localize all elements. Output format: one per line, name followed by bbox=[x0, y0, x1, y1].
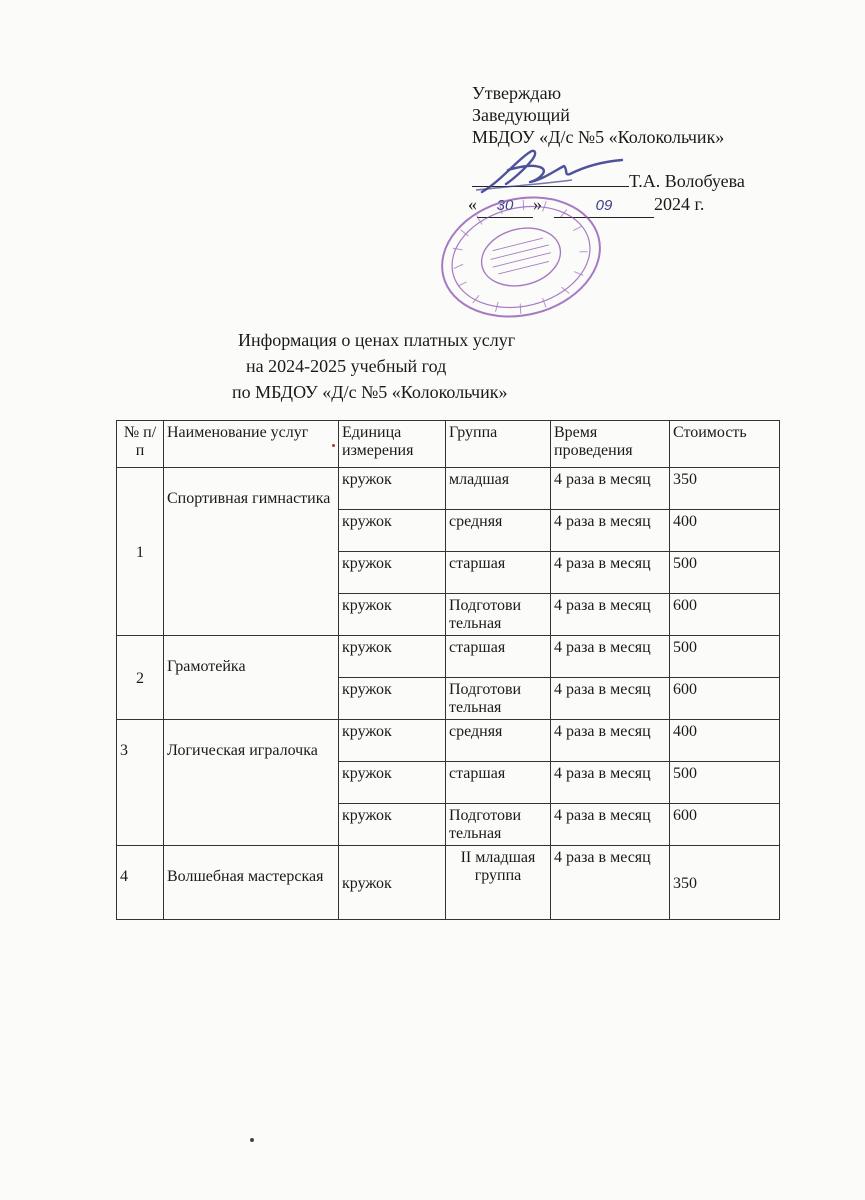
header-group: Группа bbox=[446, 421, 551, 468]
service-number: 2 bbox=[117, 636, 164, 720]
service-name: Логическая игралочка bbox=[164, 720, 339, 846]
cell-time: 4 раза в месяц bbox=[551, 594, 670, 636]
cell-group: Подготови тельная bbox=[446, 594, 551, 636]
cell-cost: 500 bbox=[670, 762, 780, 804]
service-number: 3 bbox=[117, 720, 164, 846]
title-line-1: Информация о ценах платных услуг bbox=[238, 330, 516, 350]
cell-time: 4 раза в месяц bbox=[551, 846, 670, 920]
handwritten-signature bbox=[472, 140, 642, 200]
cell-cost: 600 bbox=[670, 804, 780, 846]
service-number: 4 bbox=[117, 846, 164, 920]
cell-unit: кружок bbox=[339, 720, 446, 762]
cell-cost: 350 bbox=[670, 468, 780, 510]
cell-cost: 600 bbox=[670, 594, 780, 636]
cell-time: 4 раза в месяц bbox=[551, 678, 670, 720]
service-name: Грамотейка bbox=[164, 636, 339, 720]
cell-time: 4 раза в месяц bbox=[551, 720, 670, 762]
cell-group: младшая bbox=[446, 468, 551, 510]
cell-unit: кружок bbox=[339, 846, 446, 920]
cell-group: старшая bbox=[446, 552, 551, 594]
approval-heading: Утверждаю bbox=[472, 83, 562, 103]
cell-cost: 500 bbox=[670, 636, 780, 678]
table-row bbox=[117, 636, 780, 678]
date-month: 09 bbox=[554, 195, 654, 218]
cell-group: старшая bbox=[446, 636, 551, 678]
header-unit: Единица измерения bbox=[339, 421, 446, 468]
cell-group: Подготови тельная bbox=[446, 804, 551, 846]
service-name: Спортивная гимнастика bbox=[164, 468, 339, 636]
cell-time: 4 раза в месяц bbox=[551, 804, 670, 846]
date-day: 30 bbox=[477, 195, 533, 218]
cell-unit: кружок bbox=[339, 594, 446, 636]
cell-unit: кружок bbox=[339, 804, 446, 846]
approval-organization: МБДОУ «Д/с №5 «Колокольчик» bbox=[472, 127, 725, 147]
header-time: Время проведения bbox=[551, 421, 670, 468]
cell-time: 4 раза в месяц bbox=[551, 510, 670, 552]
cell-cost: 400 bbox=[670, 510, 780, 552]
cell-unit: кружок bbox=[339, 636, 446, 678]
scan-speck bbox=[332, 444, 335, 447]
scan-speck bbox=[250, 1138, 254, 1142]
cell-time: 4 раза в месяц bbox=[551, 636, 670, 678]
cell-cost: 400 bbox=[670, 720, 780, 762]
table-row bbox=[117, 468, 780, 510]
date-open-quote: « bbox=[468, 194, 477, 214]
table-row bbox=[117, 846, 780, 920]
cell-unit: кружок bbox=[339, 552, 446, 594]
cell-group: II младшая группа bbox=[446, 846, 551, 920]
price-table bbox=[116, 420, 780, 920]
cell-time: 4 раза в месяц bbox=[551, 552, 670, 594]
official-stamp bbox=[433, 192, 609, 322]
cell-group: средняя bbox=[446, 510, 551, 552]
approval-position: Заведующий bbox=[472, 105, 570, 125]
date-close-quote: » bbox=[533, 194, 542, 214]
cell-group: Подготови тельная bbox=[446, 678, 551, 720]
cell-time: 4 раза в месяц bbox=[551, 762, 670, 804]
cell-unit: кружок bbox=[339, 510, 446, 552]
title-line-2: на 2024-2025 учебный год bbox=[246, 356, 447, 376]
service-number: 1 bbox=[117, 468, 164, 636]
cell-unit: кружок bbox=[339, 762, 446, 804]
cell-unit: кружок bbox=[339, 678, 446, 720]
approval-block bbox=[472, 82, 724, 148]
signer-name: Т.А. Волобуева bbox=[629, 171, 745, 191]
header-name: Наименование услуг bbox=[164, 421, 339, 468]
cell-cost: 500 bbox=[670, 552, 780, 594]
date-year: 2024 г. bbox=[654, 194, 705, 214]
cell-cost: 600 bbox=[670, 678, 780, 720]
table-header-row bbox=[117, 421, 780, 468]
title-line-3: по МБДОУ «Д/с №5 «Колокольчик» bbox=[232, 382, 508, 402]
service-name: Волшебная мастерская bbox=[164, 846, 339, 920]
cell-time: 4 раза в месяц bbox=[551, 468, 670, 510]
header-num: № п/п bbox=[117, 421, 164, 468]
header-cost: Стоимость bbox=[670, 421, 780, 468]
table-row bbox=[117, 720, 780, 762]
cell-group: старшая bbox=[446, 762, 551, 804]
cell-group: средняя bbox=[446, 720, 551, 762]
cell-unit: кружок bbox=[339, 468, 446, 510]
cell-cost: 350 bbox=[670, 846, 780, 920]
